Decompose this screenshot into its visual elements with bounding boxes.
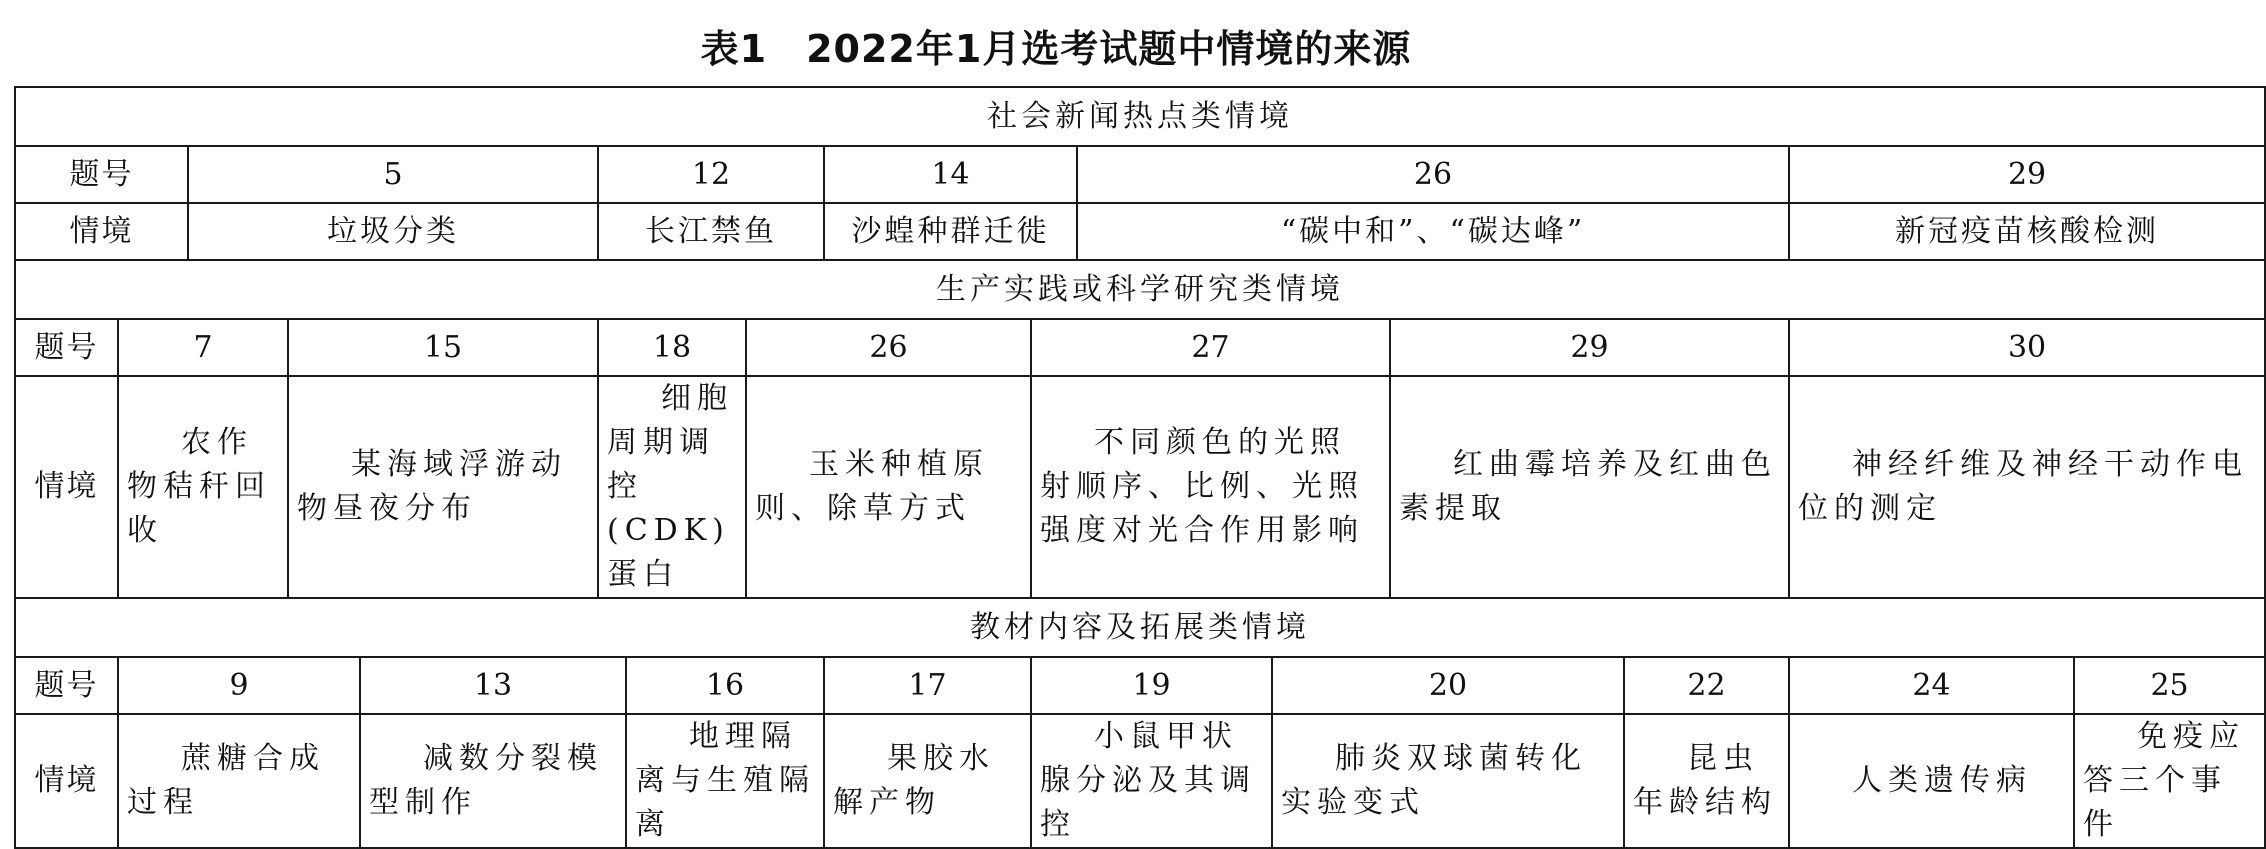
context-cell: 农作物秸秆回收 [118, 376, 288, 598]
question-number: 13 [360, 657, 626, 714]
row-label-context: 情境 [15, 376, 118, 598]
context-cell: 神经纤维及神经干动作电位的测定 [1789, 376, 2265, 598]
question-number: 7 [118, 319, 288, 376]
context-source-table-wrapper [14, 86, 2248, 842]
context-cell: 细胞周期调控(CDK)蛋白 [598, 376, 746, 598]
section-1-heading-row [15, 87, 2265, 146]
section-1-context-row [15, 203, 2265, 260]
question-number: 29 [1390, 319, 1789, 376]
question-number: 25 [2074, 657, 2265, 714]
question-number: 27 [1031, 319, 1390, 376]
context-source-table [14, 86, 2266, 849]
context-cell: 蔗糖合成过程 [118, 714, 360, 848]
section-heading: 生产实践或科学研究类情境 [15, 260, 2265, 319]
section-2-heading-row [15, 260, 2265, 319]
question-number: 30 [1789, 319, 2265, 376]
row-label-context: 情境 [15, 203, 188, 260]
row-label-number: 题号 [15, 319, 118, 376]
section-3-context-row [15, 714, 2265, 848]
context-cell: 人类遗传病 [1789, 714, 2074, 848]
section-3-number-row [15, 657, 2265, 714]
context-cell: 减数分裂模型制作 [360, 714, 626, 848]
question-number: 26 [746, 319, 1031, 376]
context-cell: 红曲霉培养及红曲色素提取 [1390, 376, 1789, 598]
question-number: 5 [188, 146, 598, 203]
context-cell: 不同颜色的光照射顺序、比例、光照强度对光合作用影响 [1031, 376, 1390, 598]
context-cell: 免疫应答三个事件 [2074, 714, 2265, 848]
question-number: 26 [1077, 146, 1789, 203]
row-label-context: 情境 [15, 714, 118, 848]
context-cell: 垃圾分类 [188, 203, 598, 260]
question-number: 9 [118, 657, 360, 714]
section-1-number-row [15, 146, 2265, 203]
section-heading: 社会新闻热点类情境 [15, 87, 2265, 146]
context-cell: “碳中和”、“碳达峰” [1077, 203, 1789, 260]
question-number: 15 [288, 319, 598, 376]
context-cell: 地理隔离与生殖隔离 [626, 714, 824, 848]
section-3-heading-row [15, 598, 2265, 657]
row-label-number: 题号 [15, 146, 188, 203]
context-cell: 玉米种植原则、除草方式 [746, 376, 1031, 598]
context-cell: 果胶水解产物 [824, 714, 1031, 848]
section-heading: 教材内容及拓展类情境 [15, 598, 2265, 657]
question-number: 17 [824, 657, 1031, 714]
question-number: 20 [1272, 657, 1624, 714]
question-number: 18 [598, 319, 746, 376]
section-2-number-row [15, 319, 2265, 376]
section-2-context-row [15, 376, 2265, 598]
context-cell: 昆虫年龄结构 [1624, 714, 1789, 848]
context-cell: 某海域浮游动物昼夜分布 [288, 376, 598, 598]
table-title: 表1 2022年1月选考试题中情境的来源 [700, 27, 1412, 71]
question-number: 29 [1789, 146, 2265, 203]
row-label-number: 题号 [15, 657, 118, 714]
context-cell: 肺炎双球菌转化实验变式 [1272, 714, 1624, 848]
context-cell: 小鼠甲状腺分泌及其调控 [1031, 714, 1272, 848]
question-number: 24 [1789, 657, 2074, 714]
context-cell: 沙蝗种群迁徙 [824, 203, 1077, 260]
question-number: 14 [824, 146, 1077, 203]
context-cell: 长江禁鱼 [598, 203, 824, 260]
question-number: 16 [626, 657, 824, 714]
context-cell: 新冠疫苗核酸检测 [1789, 203, 2265, 260]
question-number: 22 [1624, 657, 1789, 714]
question-number: 19 [1031, 657, 1272, 714]
question-number: 12 [598, 146, 824, 203]
